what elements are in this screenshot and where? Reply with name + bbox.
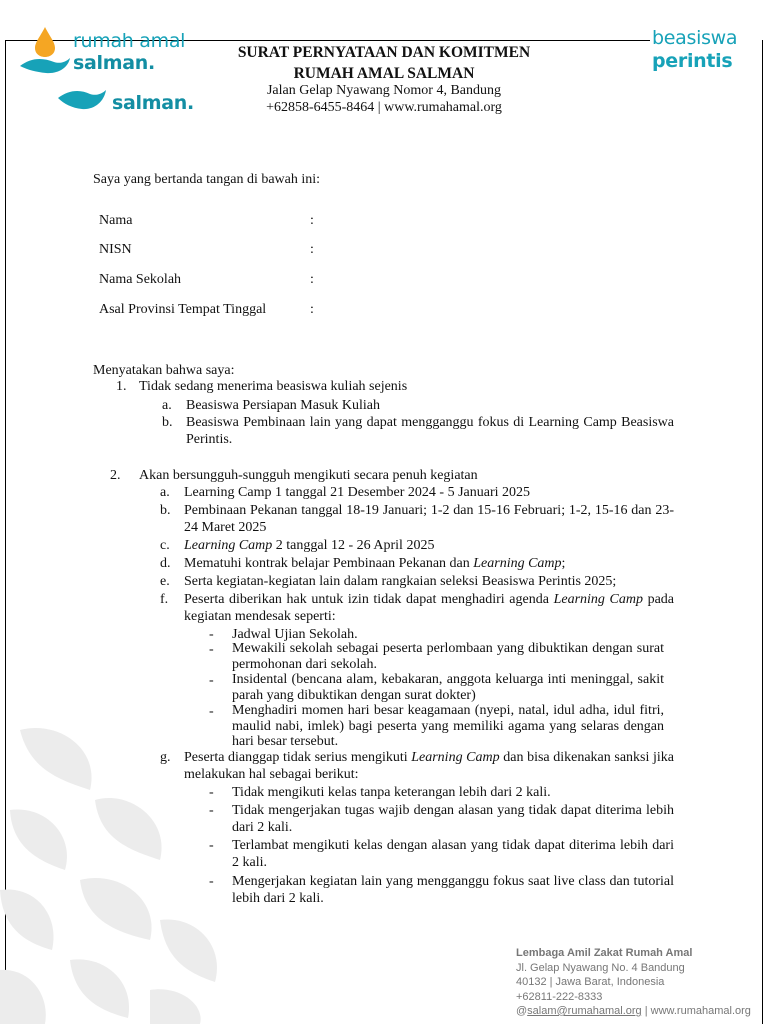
item-2g-italic: Learning Camp xyxy=(411,750,500,765)
footer-city: 40132 | Jawa Barat, Indonesia xyxy=(516,976,665,988)
logo-text-beasiswa: beasiswa xyxy=(652,27,738,49)
field-label-nisn: NISN xyxy=(99,242,132,257)
item-2g-text xyxy=(184,749,674,783)
g-bullet-1-text: Tidak mengikuti kelas tanpa keterangan lebih dari 2 kali. xyxy=(232,785,551,800)
f-bullet-4-marker: - xyxy=(209,704,214,719)
secondary-logo-fragment xyxy=(58,78,198,114)
item-2g-marker: g. xyxy=(160,750,171,765)
footer-street: Jl. Gelap Nyawang No. 4 Bandung xyxy=(516,961,685,974)
item-2a-marker: a. xyxy=(160,485,170,500)
document-title-line1: SURAT PERNYATAAN DAN KOMITMEN xyxy=(237,44,531,61)
item-1-text: Tidak sedang menerima beasiswa kuliah sejenis xyxy=(139,379,408,394)
drop-wave-icon xyxy=(20,24,75,76)
intro-text: Saya yang bertanda tangan di bawah ini: xyxy=(93,172,321,187)
item-2b-marker: b. xyxy=(160,503,171,518)
logo-text-perintis: perintis xyxy=(652,50,733,72)
item-2d-text xyxy=(184,555,565,572)
g-bullet-1-marker: - xyxy=(209,785,214,800)
footer-at: @ xyxy=(516,1005,528,1017)
item-2g-post: dan bisa dikenakan sanksi jika melakukan hal sebagai berikut: xyxy=(184,750,674,782)
rumah-amal-salman-logo xyxy=(20,24,190,76)
wave-icon xyxy=(58,84,106,112)
item-2-number: 2. xyxy=(110,468,121,483)
item-2f-post: pada kegiatan mendesak seperti: xyxy=(184,592,675,624)
field-colon-asal-provinsi: : xyxy=(310,302,314,317)
field-label-asal-provinsi: Asal Provinsi Tempat Tinggal xyxy=(99,302,267,317)
footer-separator: | xyxy=(641,1005,651,1017)
logo-text-salman: salman. xyxy=(73,52,155,74)
item-2e-marker: e. xyxy=(160,574,170,589)
field-colon-nama: : xyxy=(310,213,314,228)
g-bullet-3-marker: - xyxy=(209,838,214,853)
f-bullet-4-text: Menghadiri momen hari besar keagamaan (nyepi, natal, idul adha, idul fitri, maulid nabi, imlek) bagi peserta yang memiliki agama yang selaras dengan hari besar tersebut. xyxy=(232,703,664,749)
item-2d-marker: d. xyxy=(160,556,171,571)
footer-contact-block xyxy=(516,946,768,1019)
beasiswa-perintis-logo xyxy=(652,24,764,76)
item-1a-marker: a. xyxy=(162,398,172,413)
field-label-nama-sekolah: Nama Sekolah xyxy=(99,272,182,287)
item-2b-text: Pembinaan Pekanan tanggal 18-19 Januari; 1-2 dan 15-16 Februari; 1-2, 15-16 dan 23-24 Maret 2025 xyxy=(184,503,674,535)
item-1b-marker: b. xyxy=(162,415,173,430)
item-1a-text: Beasiswa Persiapan Masuk Kuliah xyxy=(186,398,381,413)
item-2f-pre: Peserta diberikan hak untuk izin tidak dapat menghadiri agenda xyxy=(184,592,554,607)
item-1b-text: Beasiswa Pembinaan lain yang dapat mengganggu fokus di Learning Camp Beasiswa Perintis. xyxy=(186,415,674,447)
header-address: Jalan Gelap Nyawang Nomor 4, Bandung xyxy=(266,83,502,98)
item-2-text: Akan bersungguh-sungguh mengikuti secara penuh kegiatan xyxy=(139,468,478,483)
item-2g-pre: Peserta dianggap tidak serius mengikuti xyxy=(184,750,412,765)
item-2c-italic: Learning Camp xyxy=(184,538,273,553)
f-bullet-3-marker: - xyxy=(209,673,214,688)
page-border-right xyxy=(762,40,763,1024)
footer-website[interactable]: www.rumahamal.org xyxy=(650,1005,751,1017)
g-bullet-3-text: Terlambat mengikuti kelas dengan alasan yang tidak dapat diterima lebih dari 2 kali. xyxy=(232,838,674,870)
header-contact: +62858-6455-8464 | www.rumahamal.org xyxy=(266,100,502,115)
f-bullet-2-text: Mewakili sekolah sebagai peserta perlombaan yang dibuktikan dengan surat permohonan dari sekolah. xyxy=(232,641,664,672)
field-colon-nama-sekolah: : xyxy=(310,272,314,287)
footer-email-link[interactable]: salam@rumahamal.org xyxy=(527,1005,642,1017)
g-bullet-2-text: Tidak mengerjakan tugas wajib dengan alasan yang tidak dapat diterima lebih dari 2 kali. xyxy=(232,803,674,835)
field-label-nama: Nama xyxy=(99,213,133,228)
f-bullet-1-marker: - xyxy=(209,627,214,642)
logo-text-salman-secondary: salman. xyxy=(112,92,194,114)
statement-intro: Menyatakan bahwa saya: xyxy=(93,363,235,378)
footer-online xyxy=(516,1004,768,1019)
item-2f-marker: f. xyxy=(160,592,169,607)
logo-text-rumah-amal: rumah amal xyxy=(73,30,186,52)
f-bullet-2-marker: - xyxy=(209,642,214,657)
item-2c-rest: 2 tanggal 12 - 26 April 2025 xyxy=(272,538,435,553)
f-bullet-1-text: Jadwal Ujian Sekolah. xyxy=(232,627,358,642)
item-2d-italic: Learning Camp xyxy=(473,556,562,571)
item-2d-pre: Mematuhi kontrak belajar Pembinaan Pekanan dan xyxy=(184,556,474,571)
g-bullet-2-marker: - xyxy=(209,803,214,818)
item-2f-italic: Learning Camp xyxy=(553,592,643,607)
item-2c-text xyxy=(184,537,434,554)
f-bullet-3-text: Insidental (bencana alam, kebakaran, anggota keluarga inti meninggal, sakit parah yang dibuktikan dengan surat dokter) xyxy=(232,672,664,703)
g-bullet-4-text: Mengerjakan kegiatan lain yang mengganggu fokus saat live class dan tutorial lebih dari 2 kali. xyxy=(232,874,674,906)
g-bullet-4-marker: - xyxy=(209,874,214,889)
item-2e-text: Serta kegiatan-kegiatan lain dalam rangkaian seleksi Beasiswa Perintis 2025; xyxy=(184,574,617,589)
item-2a-text: Learning Camp 1 tanggal 21 Desember 2024 - 5 Januari 2025 xyxy=(184,485,531,500)
item-1-number: 1. xyxy=(116,379,127,394)
footer-org-name: Lembaga Amil Zakat Rumah Amal xyxy=(516,947,693,959)
item-2f-text xyxy=(184,591,674,625)
footer-phone: +62811-222-8333 xyxy=(516,990,603,1003)
field-colon-nisn: : xyxy=(310,242,314,257)
item-2d-post: ; xyxy=(561,556,566,571)
item-2c-marker: c. xyxy=(160,538,170,553)
document-title-line2: RUMAH AMAL SALMAN xyxy=(293,65,475,82)
